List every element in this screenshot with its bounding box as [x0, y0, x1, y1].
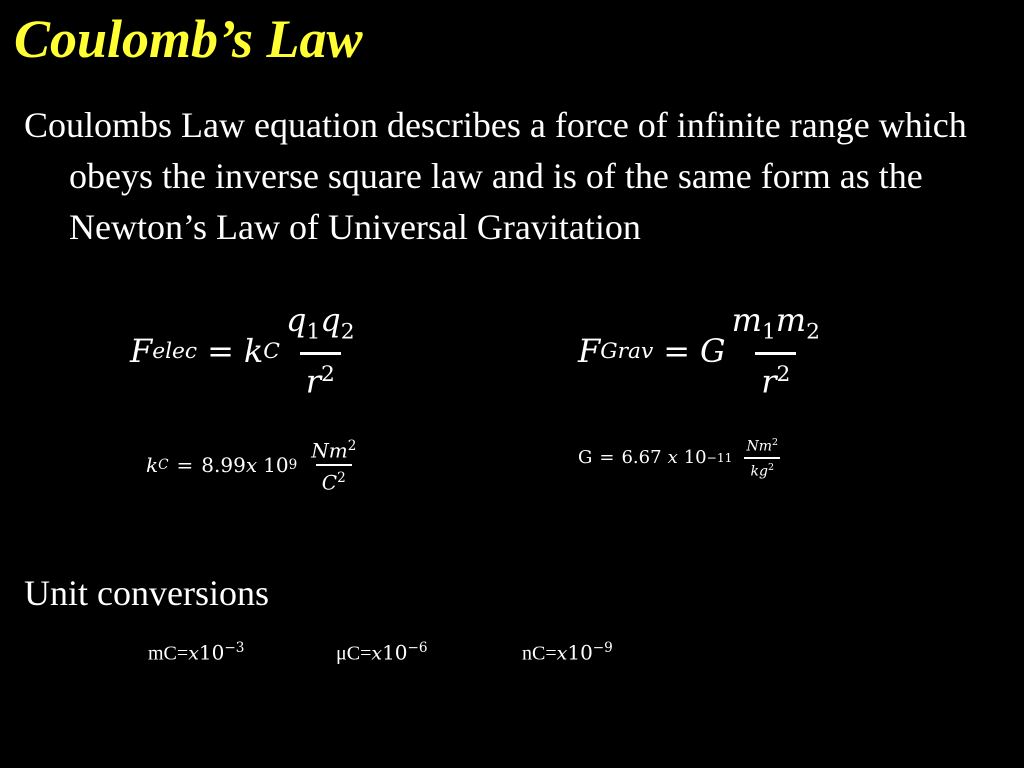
- power-base: 10: [382, 640, 408, 665]
- conversion-label: μC=: [336, 642, 372, 665]
- mass-1-subscript: 1: [761, 319, 776, 345]
- unit-numerator-text: Nm: [311, 438, 348, 463]
- unit-numerator-text: Nm: [746, 438, 772, 455]
- equals-sign: =: [663, 332, 691, 371]
- force-subscript: Grav: [600, 338, 654, 364]
- mass-1-symbol: m: [731, 301, 762, 339]
- power-base: 10: [683, 447, 707, 469]
- times-x: x: [667, 447, 678, 469]
- unit-numerator-exponent: 2: [771, 437, 779, 448]
- conversion-millicoulomb: [148, 640, 244, 666]
- unit-conversions-heading: Unit conversions: [24, 573, 269, 613]
- equals-sign: =: [599, 447, 615, 469]
- mass-2-symbol: m: [775, 301, 807, 339]
- power-base: 10: [567, 640, 593, 665]
- unit-numerator-exponent: 2: [347, 438, 357, 454]
- conversion-label: mC=: [148, 642, 189, 665]
- power-base: 10: [263, 452, 289, 477]
- power-exponent: 9: [288, 456, 298, 473]
- fraction-denominator: [755, 352, 796, 402]
- unit-fraction: [305, 434, 362, 495]
- unit-numerator: [740, 434, 784, 457]
- force-subscript: elec: [152, 338, 198, 364]
- power-exponent: −3: [224, 640, 245, 656]
- times-x: x: [188, 642, 199, 665]
- power-exponent: −11: [706, 450, 733, 465]
- times-x: x: [245, 452, 258, 477]
- unit-denominator-exponent: 2: [337, 469, 346, 486]
- charge-2-symbol: q: [320, 301, 341, 339]
- fraction-denominator: [300, 352, 341, 402]
- unit-denominator: [316, 464, 352, 496]
- force-symbol: F: [578, 332, 601, 371]
- conversion-label: nC=: [522, 642, 557, 665]
- constant-symbol: k: [146, 452, 159, 477]
- gravitation-equation: [578, 300, 826, 402]
- distance-symbol: r: [305, 363, 321, 402]
- fraction-numerator: [280, 300, 361, 352]
- distance-exponent: 2: [321, 362, 335, 388]
- conversion-microcoulomb: [336, 640, 428, 666]
- charge-1-subscript: 1: [306, 319, 321, 345]
- equals-sign: =: [207, 332, 234, 371]
- conversion-nanocoulomb: [522, 640, 613, 666]
- power-base: 10: [198, 640, 225, 665]
- coulomb-equation: [130, 300, 361, 402]
- slide-title: Coulomb’s Law: [14, 9, 363, 69]
- power-exponent: −9: [592, 640, 613, 656]
- constant-symbol: G: [578, 447, 593, 469]
- coulomb-constant-symbol: k: [243, 332, 264, 371]
- unit-denominator-text: C: [321, 470, 338, 495]
- coulomb-fraction: [280, 300, 361, 402]
- constant-subscript: C: [158, 456, 169, 473]
- gravitational-constant-value: [578, 434, 784, 481]
- coulomb-constant-value: [146, 434, 362, 495]
- power-exponent: −6: [407, 640, 428, 656]
- distance-symbol: r: [761, 363, 777, 402]
- unit-fraction: [740, 434, 784, 481]
- equals-sign: =: [176, 452, 194, 477]
- mantissa: 8.99: [201, 452, 246, 477]
- unit-denominator-text: kg: [750, 463, 768, 480]
- slide-body-text: Coulombs Law equation describes a force of infinite range which obeys the inverse square law and is of the same form as the Newton’s Law of Universal Gravitation: [24, 105, 967, 247]
- gravitational-constant-symbol: G: [700, 332, 726, 371]
- unit-numerator: [305, 434, 362, 464]
- distance-exponent: 2: [776, 362, 791, 388]
- unit-denominator: [744, 457, 780, 482]
- charge-1-symbol: q: [285, 301, 307, 339]
- fraction-numerator: [726, 300, 826, 352]
- charge-2-subscript: 2: [340, 319, 355, 345]
- mass-2-subscript: 2: [806, 319, 820, 345]
- coulomb-constant-subscript: C: [263, 338, 280, 364]
- mantissa: 6.67: [621, 447, 662, 469]
- gravitation-fraction: [726, 300, 826, 402]
- force-symbol: F: [130, 332, 153, 371]
- times-x: x: [556, 642, 568, 665]
- unit-denominator-exponent: 2: [767, 461, 774, 473]
- times-x: x: [371, 642, 383, 665]
